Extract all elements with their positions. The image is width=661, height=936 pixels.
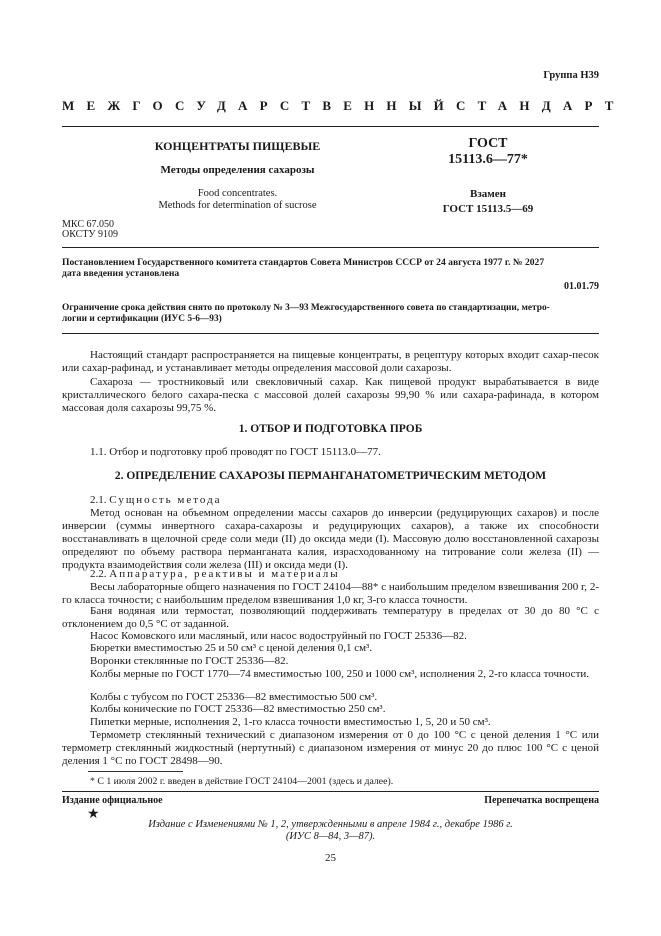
restriction-line-2: логии и сертификации (ИУС 5-6—93) [62, 314, 222, 324]
decree-line-1: Постановлением Государственного комитета стандартов Совета Министров СССР от 24 августа 1977 г. № 2027 [62, 257, 545, 268]
standard-banner [62, 98, 626, 114]
equipment-item: Колбы с тубусом по ГОСТ 25336—82 вместимостью 500 см³. [90, 691, 378, 703]
page-number: 25 [325, 852, 336, 864]
section-2-1-text: Метод основан на объемном определении массы сахаров до инверсии (редуцирующих сахаров) и после инверсии (суммы инвертного сахара-сахарозы и редуцирующих сахаров), а также их способности восстанавливать в щелочной среде соли меди (II) до оксида меди (I). Массовую долю восстановленной сахарозы определяют по объему раствора перманганата калия, израсходованному на титрование соли железа (II) — продукта взаимодействия соли железа (III) и оксида меди (I). [62, 507, 599, 571]
official-edition: Издание официальное [62, 795, 163, 806]
section-2-2-name: Аппаратура, реактивы и материалы [109, 568, 340, 580]
equipment-item: Пипетки мерные, исполнения 2, 1-го класса точности вместимостью 1, 5, 20 и 50 см³. [90, 716, 491, 728]
group-code: Группа Н39 [543, 70, 599, 81]
section-2-2-title [62, 568, 599, 581]
footnote-divider [88, 771, 183, 772]
effective-date: 01.01.79 [564, 281, 599, 292]
equipment-item: Термометр стеклянный технический с диапазоном измерения от 0 до 100 °С с ценой деления 1 °С или термометр стеклянный жидкостный (нертутный) с диапазоном измерения от минус 20 до плюс 100 °С с ценой деления 1 °С по ГОСТ 28498—90. [62, 729, 599, 767]
intro-paragraph-1: Настоящий стандарт распространяется на пищевые концентраты, в рецептуру которых входит сахар-песок или сахар-рафинад, и устанавливает методы определения массовой доли сахарозы. [62, 349, 599, 374]
equipment-item: Колбы конические по ГОСТ 25336—82 вместимостью 250 см³. [90, 703, 386, 715]
equipment-item: Воронки стеклянные по ГОСТ 25336—82. [90, 655, 289, 667]
section-2-1-number: 2.1. [90, 494, 107, 506]
equipment-item: Весы лабораторные общего назначения по ГОСТ 24104—88* с наибольшим пределом взвешивания 200 г, 2-го класса точности; с наибольшим пределом взвешивания 1,0 кг, 3-го класса точности. [62, 581, 599, 606]
banner-word-standard: СТАНДАРТ [456, 98, 626, 113]
equipment-item: Насос Комовского или масляный, или насос водоструйный по ГОСТ 25336—82. [90, 630, 467, 642]
equipment-item: Бюретки вместимостью 25 и 50 см³ с ценой деления 0,1 см³. [90, 642, 373, 654]
equipment-item: Баня водяная или термостат, позволяющий поддерживать температуру в пределах от 30 до 80 °С с отклонением до 0,5 °С от заданной. [62, 605, 599, 630]
section-2-2-number: 2.2. [90, 568, 107, 580]
star-icon: ★ [87, 807, 100, 822]
header-divider [62, 126, 599, 127]
footer-divider [62, 791, 599, 792]
okstu-code: ОКСТУ 9109 [62, 229, 119, 240]
english-title-1: Food concentrates. [197, 188, 278, 199]
codes-divider [62, 247, 599, 248]
restriction-line-1: Ограничение срока действия снято по протоколу № 3—93 Межгосударственного совета по стандартизации, метро- [62, 303, 550, 313]
replaces-standard: ГОСТ 15113.5—69 [442, 203, 534, 215]
gost-number: 15113.6—77* [448, 152, 528, 167]
intro-paragraph-2: Сахароза — тростниковый или свекловичный сахар. Как пищевой продукт вырабатывается в виде кристаллического белого сахара-песка с массовой долей сахарозы 99,90 % или сахара-рафинада, в котором массовая доля сахарозы 99,75 %. [62, 376, 599, 414]
doc-title: КОНЦЕНТРАТЫ ПИЩЕВЫЕ [154, 139, 321, 153]
gost-label: ГОСТ [468, 136, 508, 151]
section-2-1-title [62, 494, 599, 507]
equipment-item: Колбы мерные по ГОСТ 1770—74 вместимостью 100, 250 и 1000 см³, исполнения 2, 2-го класса точности. [90, 668, 590, 680]
section-1-heading: 1. ОТБОР И ПОДГОТОВКА ПРОБ [238, 423, 423, 435]
section-2-heading: 2. ОПРЕДЕЛЕНИЕ САХАРОЗЫ ПЕРМАНГАНАТОМЕТРИЧЕСКИМ МЕТОДОМ [114, 470, 547, 482]
mks-code: МКС 67.050 [62, 219, 114, 230]
decree-line-2: дата введения установлена [62, 268, 180, 279]
banner-word-interstate: МЕЖГОСУДАРСТВЕННЫЙ [62, 98, 456, 113]
edition-note-1: Издание с Изменениями № 1, 2, утвержденными в апреле 1984 г., декабре 1986 г. [148, 819, 513, 830]
edition-note-2: (ИУС 8—84, 3—87). [285, 831, 376, 842]
doc-subtitle: Методы определения сахарозы [160, 164, 315, 176]
section-2-1-name: Сущность метода [109, 494, 222, 506]
footnote: * С 1 июля 2002 г. введен в действие ГОСТ 24104—2001 (здесь и далее). [90, 776, 394, 787]
restriction-divider [62, 333, 599, 334]
english-title-2: Methods for determination of sucrose [158, 200, 317, 211]
replaces-label: Взамен [470, 188, 506, 200]
reprint-notice: Перепечатка воспрещена [484, 795, 599, 806]
section-1-1: 1.1. Отбор и подготовку проб проводят по ГОСТ 15113.0—77. [90, 446, 381, 458]
